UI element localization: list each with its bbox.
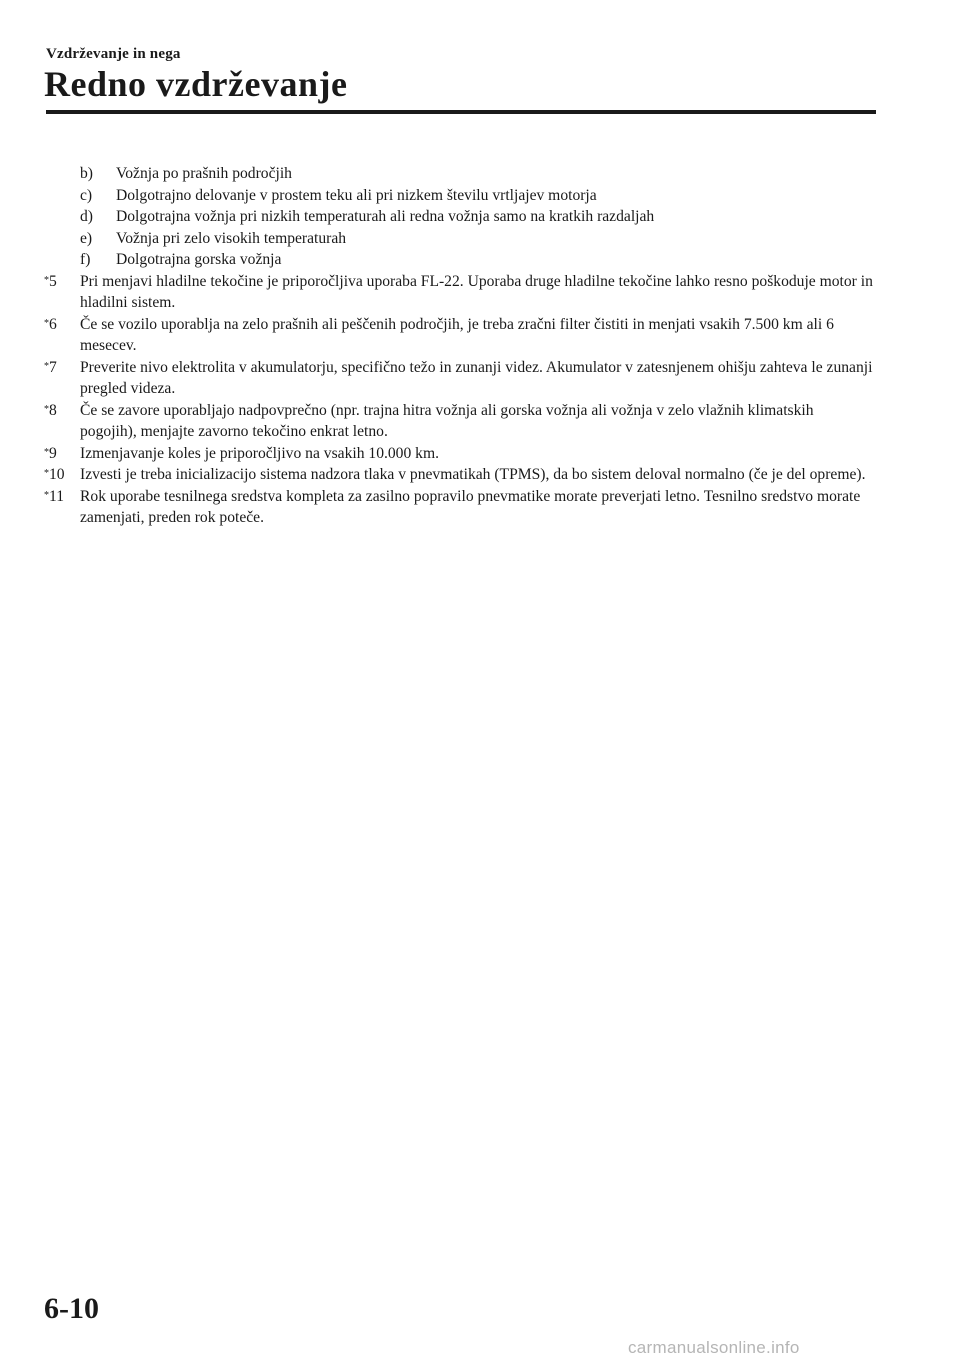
footnote-marker (44, 464, 80, 486)
condition-item (44, 163, 874, 185)
footnote-text: Rok uporabe tesnilnega sredstva kompleta za zasilno popravilo pnevmatike morate preverjati letno. Tesnilno sredstvo morate zamenjati, preden rok poteče. (80, 487, 861, 526)
footnote-item (44, 314, 874, 357)
condition-text: Vožnja pri zelo visokih temperaturah (116, 229, 347, 247)
footnote-number: 7 (49, 358, 57, 376)
footnote-star: * (44, 446, 49, 458)
condition-marker: b) (80, 165, 93, 182)
page-title: Redno vzdrževanje (44, 64, 348, 104)
condition-text: Dolgotrajno delovanje v prostem teku ali pri nizkem številu vrtljajev motorja (116, 186, 597, 204)
condition-marker: d) (80, 208, 93, 225)
footnote-text: Pri menjavi hladilne tekočine je priporočljiva uporaba FL-22. Uporaba druge hladilne tekočine lahko resno poškoduje motor in hladilni sistem. (80, 272, 873, 311)
footnote-number: 11 (49, 487, 65, 505)
footnote-text: Izvesti je treba inicializacijo sistema nadzora tlaka v pnevmatikah (TPMS), da bo sistem deloval normalno (če je del opreme). (80, 466, 866, 483)
footnote-marker (44, 314, 80, 357)
footnote-marker (44, 486, 80, 529)
page-body (44, 163, 874, 529)
footnote-star: * (44, 360, 49, 372)
condition-text: Dolgotrajna vožnja pri nizkih temperaturah ali redna vožnja samo na kratkih razdaljah (116, 208, 655, 225)
footnote-marker (44, 357, 80, 400)
footnote-number: 8 (49, 401, 57, 419)
footnote-text: Preverite nivo elektrolita v akumulatorju, specifično težo in zunanji videz. Akumulator v zatesnjenem ohišju zahteva le zunanji pregled videza. (80, 358, 873, 397)
condition-marker: c) (80, 186, 93, 204)
footnote-number: 5 (49, 272, 57, 290)
footnote-star: * (44, 317, 49, 329)
footnote-item (44, 271, 874, 314)
condition-text: Dolgotrajna gorska vožnja (116, 251, 282, 268)
footnote-number: 10 (49, 466, 65, 483)
title-rule (46, 110, 876, 114)
footnote-item (44, 486, 874, 529)
footnote-marker (44, 400, 80, 443)
footnote-marker (44, 271, 80, 314)
condition-item (44, 249, 874, 271)
condition-marker: e) (80, 229, 93, 247)
condition-marker: f) (80, 251, 91, 268)
footnote-item (44, 464, 874, 486)
footnote-text: Če se vozilo uporablja na zelo prašnih ali peščenih področjih, je treba zračni filter čistiti in menjati vsakih 7.500 km ali 6 mesecev. (80, 315, 834, 354)
section-label: Vzdrževanje in nega (46, 46, 181, 62)
footnote-text: Če se zavore uporabljajo nadpovprečno (npr. trajna hitra vožnja ali gorska vožnja ali vožnja v zelo vlažnih klimatskih pogojih), menjajte zavorno tekočino enkrat letno. (80, 401, 814, 440)
footnote-marker (44, 443, 80, 465)
condition-item (44, 228, 874, 250)
footnote-star: * (44, 468, 49, 479)
footnote-star: * (44, 489, 49, 501)
footnote-item (44, 357, 874, 400)
footnote-number: 6 (49, 315, 57, 333)
condition-item (44, 206, 874, 228)
footnote-number: 9 (49, 444, 57, 462)
page-number: 6-10 (44, 1292, 99, 1325)
condition-item (44, 185, 874, 207)
footnote-text: Izmenjavanje koles je priporočljivo na vsakih 10.000 km. (80, 444, 439, 462)
footnote-item (44, 400, 874, 443)
footnote-star: * (44, 274, 49, 286)
watermark: carmanualsonline.info (628, 1338, 800, 1357)
footnote-star: * (44, 403, 49, 415)
condition-text: Vožnja po prašnih področjih (116, 165, 292, 182)
footnote-item (44, 443, 874, 465)
